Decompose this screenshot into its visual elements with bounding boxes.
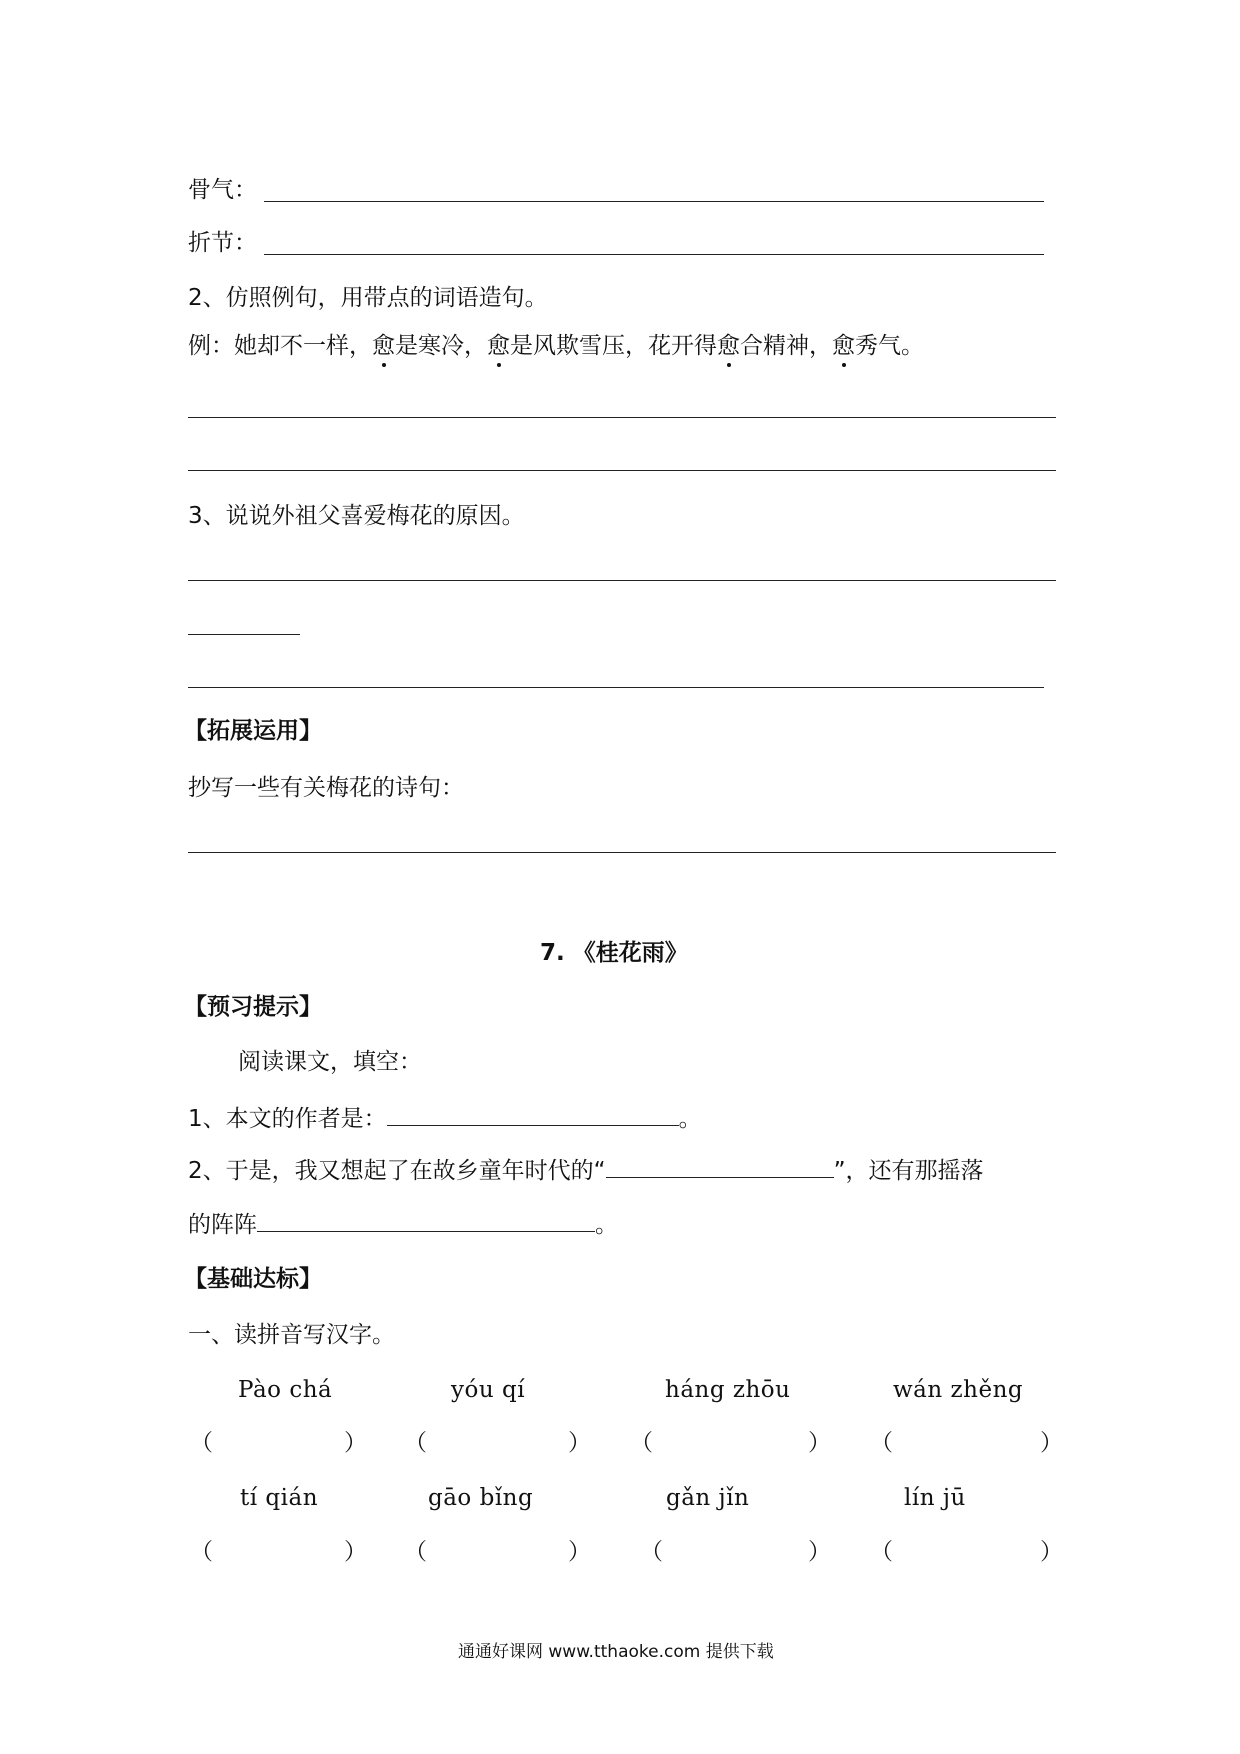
preview-question-1: [188, 1103, 702, 1134]
dotted-word: 愈: [832, 333, 855, 359]
fill-blank[interactable]: [257, 1209, 595, 1232]
question-text: 1、本文的作者是：: [188, 1106, 387, 1132]
section-heading-basic: 【基础达标】: [184, 1266, 322, 1292]
paren-close: ）: [568, 1430, 591, 1456]
answer-line[interactable]: [188, 470, 1056, 471]
section-heading-preview: 【预习提示】: [184, 994, 322, 1020]
answer-line[interactable]: [188, 634, 300, 635]
paren-close: ）: [568, 1539, 591, 1565]
pinyin-item: gǎn jǐn: [666, 1485, 750, 1511]
preview-question-2: [188, 1155, 983, 1186]
expand-prompt: 抄写一些有关梅花的诗句：: [188, 775, 464, 801]
basic-section-1-title: 一、读拼音写汉字。: [188, 1322, 395, 1348]
paren-open: （: [630, 1430, 653, 1456]
example-text: 是风欺雪压，花开得: [510, 333, 717, 359]
paren-open: （: [190, 1430, 213, 1456]
paren-open: （: [870, 1430, 893, 1456]
answer-line[interactable]: [188, 580, 1056, 581]
paren-open: （: [640, 1539, 663, 1565]
question-text: ”，还有那摇落: [833, 1158, 984, 1184]
answer-line[interactable]: [188, 687, 1044, 688]
dotted-word: 愈: [372, 333, 395, 359]
answer-line[interactable]: [264, 254, 1044, 255]
paren-close: ）: [1040, 1430, 1063, 1456]
fill-blank[interactable]: [606, 1155, 834, 1178]
page-footer: 通通好课网 www.tthaoke.com 提供下载: [458, 1642, 774, 1662]
example-text: 合精神，: [740, 333, 832, 359]
paren-close: ）: [808, 1430, 831, 1456]
paren-close: ）: [344, 1430, 367, 1456]
example-text: 是寒冷，: [395, 333, 487, 359]
fill-blank[interactable]: [387, 1103, 679, 1126]
pinyin-item: lín jū: [904, 1485, 966, 1511]
pinyin-item: háng zhōu: [665, 1377, 791, 1403]
pinyin-item: yóu qí: [451, 1377, 526, 1403]
question-text: 2、于是，我又想起了在故乡童年时代的“: [188, 1158, 606, 1184]
vocab-label-guqi: 骨气：: [188, 177, 257, 203]
paren-close: ）: [808, 1539, 831, 1565]
example-text: 例：她却不一样，: [188, 333, 372, 359]
answer-line[interactable]: [188, 417, 1056, 418]
question-2-example: [188, 331, 924, 361]
answer-line[interactable]: [264, 201, 1044, 202]
pinyin-item: Pào chá: [238, 1377, 333, 1403]
answer-line[interactable]: [188, 852, 1056, 853]
question-text: 。: [595, 1212, 618, 1238]
section-heading-expand: 【拓展运用】: [184, 718, 322, 744]
paren-open: （: [190, 1539, 213, 1565]
dotted-word: 愈: [717, 333, 740, 359]
question-3-title: 3、说说外祖父喜爱梅花的原因。: [188, 503, 525, 529]
preview-intro: 阅读课文，填空：: [238, 1049, 422, 1075]
question-2-title: 2、仿照例句，用带点的词语造句。: [188, 285, 548, 311]
paren-close: ）: [344, 1539, 367, 1565]
lesson-title: 7. 《桂花雨》: [540, 940, 688, 966]
dotted-word: 愈: [487, 333, 510, 359]
vocab-label-zhejie: 折节：: [188, 230, 257, 256]
pinyin-item: wán zhěng: [893, 1377, 1024, 1403]
preview-question-2-cont: [188, 1209, 618, 1240]
paren-close: ）: [1040, 1539, 1063, 1565]
pinyin-item: tí qián: [240, 1485, 319, 1511]
paren-open: （: [404, 1430, 427, 1456]
question-text: 。: [678, 1106, 702, 1132]
paren-open: （: [404, 1539, 427, 1565]
paren-open: （: [870, 1539, 893, 1565]
question-text: 的阵阵: [188, 1212, 257, 1238]
example-text: 秀气。: [855, 333, 924, 359]
pinyin-item: gāo bǐng: [428, 1485, 534, 1511]
